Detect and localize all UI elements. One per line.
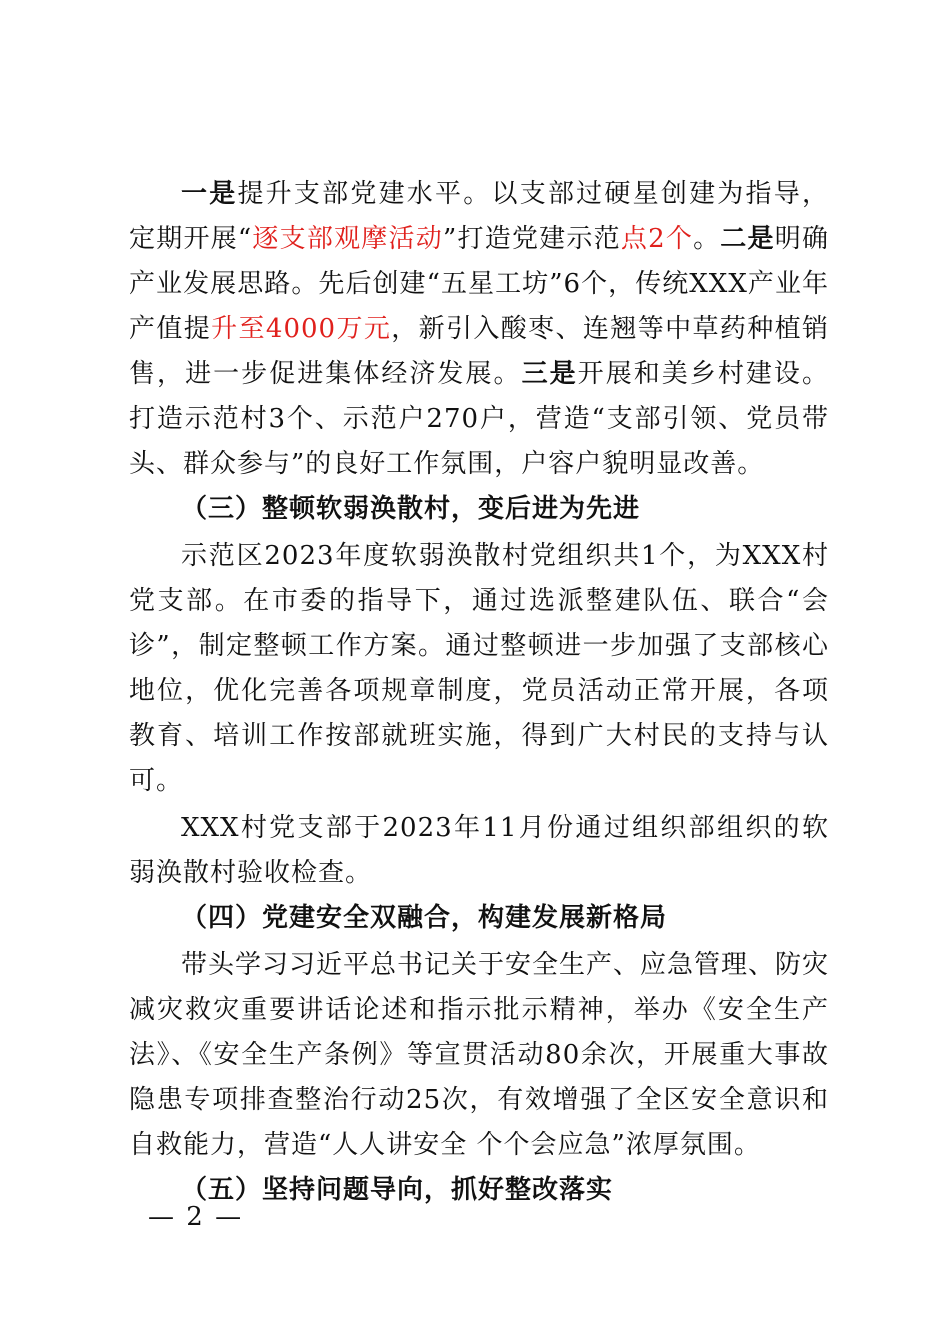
paragraph-section4-safety: 带头学习习近平总书记关于安全生产、应急管理、防灾减灾救灾重要讲话论述和指示批示精神，举办《安全生产法》、《安全生产条例》等宣贯活动80余次，开展重大事故隐患专项排查整治行动25次，有效增强了全区安全意识和自救能力，营造“人人讲安全 个个会应急”浓厚氛围。 <box>129 950 830 1160</box>
text-run: 。 <box>693 224 721 254</box>
page-number: — 2 — <box>148 1202 244 1232</box>
section-heading-5: （五）坚持问题导向，抓好整改落实 <box>181 1175 614 1205</box>
text-run: 提升支部党建水平。以支部过硬星创建为指导，定期开展“ <box>129 179 829 254</box>
highlight-red-text: 点2个 <box>620 224 694 254</box>
text-run: 开展和美乡村建设。打造示范村3个、示范户270户，营造“支部引领、党员带头、群众参与”的良好工作氛围，户容户貌明显改善。 <box>129 359 829 479</box>
text-run: 明确产业发展思路。先后创建“五星工坊”6个，传统XXX产业年产值提 <box>129 224 829 344</box>
text-run: ，新引入酸枣、连翘等中草药种植销售，进一步促进集体经济发展。 <box>129 314 829 389</box>
section-heading-4: （四）党建安全双融合，构建发展新格局 <box>181 903 668 933</box>
section-heading-3: （三）整顿软弱涣散村，变后进为先进 <box>181 494 641 524</box>
highlight-red-text: 逐支部观摩活动 <box>252 224 443 254</box>
text-run: ”打造党建示范 <box>442 224 621 254</box>
highlight-red-text: 升至4000万元 <box>211 314 392 344</box>
lead-phrase-three: 三是 <box>521 359 578 389</box>
paragraph-section3-acceptance: XXX村党支部于2023年11月份通过组织部组织的软弱涣散村验收检查。 <box>129 813 829 888</box>
paragraph-section2-achievements <box>129 172 829 487</box>
lead-phrase-one: 一是 <box>181 179 238 209</box>
document-body <box>129 172 829 1213</box>
lead-phrase-two: 二是 <box>720 224 775 254</box>
paragraph-section3-main: 示范区2023年度软弱涣散村党组织共1个，为XXX村党支部。在市委的指导下，通过选派整建队伍、联合“会诊”，制定整顿工作方案。通过整顿进一步加强了支部核心地位，优化完善各项规章制度，党员活动正常开展，各项教育、培训工作按部就班实施，得到广大村民的支持与认可。 <box>129 541 829 796</box>
